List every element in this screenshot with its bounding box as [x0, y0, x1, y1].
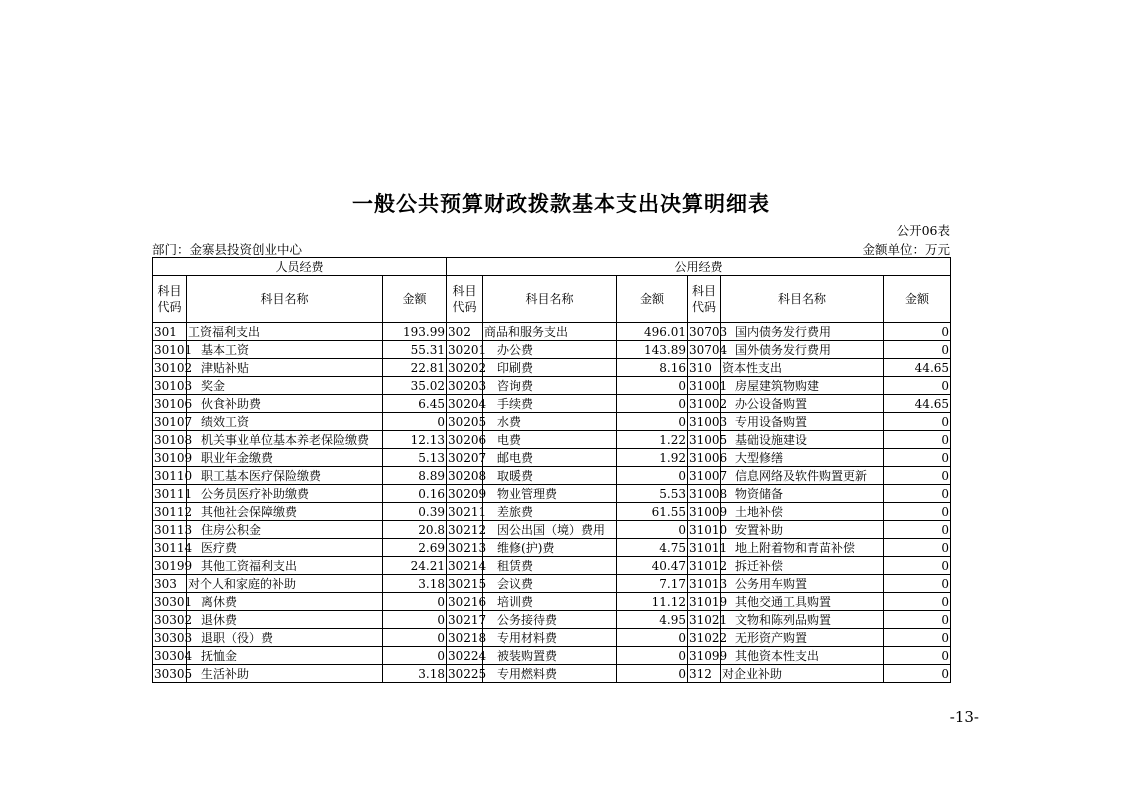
amount-column-header: 金额	[383, 276, 447, 323]
code-header-line1: 科目	[157, 284, 182, 298]
amount-cell: 0	[617, 629, 688, 647]
subject-name-cell: 培训费	[483, 593, 617, 611]
subject-code-cell: 31019	[689, 594, 728, 609]
subject-name-cell: 专用燃料费	[483, 665, 617, 683]
code-header-line2: 代码	[692, 300, 717, 314]
subject-code-cell: 303	[153, 575, 187, 593]
name-column-header: 科目名称	[187, 276, 383, 323]
amount-cell: 0	[884, 503, 951, 521]
subject-code-cell: 30305	[154, 666, 193, 681]
subject-code-cell: 30113	[154, 522, 193, 537]
amount-cell: 4.75	[617, 539, 688, 557]
subject-name-cell: 其他交通工具购置	[721, 593, 884, 611]
amount-cell: 5.53	[617, 485, 688, 503]
subject-code-cell: 30108	[154, 432, 193, 447]
amount-cell: 0	[884, 575, 951, 593]
table-row	[153, 413, 951, 431]
subject-code-cell: 30206	[448, 432, 487, 447]
subject-name-cell: 大型修缮	[721, 449, 884, 467]
amount-cell: 0	[884, 593, 951, 611]
table-row	[153, 485, 951, 503]
page-title: 一般公共预算财政拨款基本支出决算明细表	[352, 191, 770, 216]
public-expense-header: 公用经费	[447, 258, 951, 276]
amount-cell: 0	[617, 377, 688, 395]
amount-cell: 0	[383, 593, 447, 611]
amount-cell: 35.02	[383, 377, 447, 395]
amount-cell: 0	[884, 341, 951, 359]
amount-cell: 0	[617, 665, 688, 683]
subject-name-cell: 公务员医疗补助缴费	[187, 485, 383, 503]
subject-code-cell: 30111	[154, 486, 193, 501]
subject-code-cell: 31009	[689, 504, 728, 519]
subject-code-cell: 31005	[689, 432, 728, 447]
subject-code-cell: 31002	[689, 396, 728, 411]
subject-name-cell: 职业年金缴费	[187, 449, 383, 467]
subject-name-cell: 手续费	[483, 395, 617, 413]
amount-cell: 44.65	[884, 395, 951, 413]
amount-cell: 7.17	[617, 575, 688, 593]
code-header-line2: 代码	[157, 300, 182, 314]
amount-cell: 1.22	[617, 431, 688, 449]
amount-cell: 0	[617, 647, 688, 665]
subject-name-cell: 文物和陈列品购置	[721, 611, 884, 629]
subject-name-cell: 退休费	[187, 611, 383, 629]
amount-cell: 0	[383, 413, 447, 431]
subject-code-cell: 31013	[689, 576, 728, 591]
table-row	[153, 575, 951, 593]
personnel-expense-header: 人员经费	[153, 258, 447, 276]
amount-cell: 0	[617, 413, 688, 431]
page-number: -13-	[949, 708, 979, 726]
amount-cell: 0	[617, 467, 688, 485]
subject-name-cell: 商品和服务支出	[483, 323, 617, 341]
subject-code-cell: 30199	[154, 558, 193, 573]
table-row	[153, 557, 951, 575]
subject-code-cell: 31012	[689, 558, 728, 573]
table-number: 公开06表	[896, 223, 950, 238]
table-row	[153, 521, 951, 539]
amount-cell: 6.45	[383, 395, 447, 413]
amount-unit-label: 金额单位：万元	[862, 242, 950, 257]
subject-name-cell: 医疗费	[187, 539, 383, 557]
subject-code-cell: 30218	[448, 630, 487, 645]
code-column-header	[688, 276, 721, 323]
amount-cell: 143.89	[617, 341, 688, 359]
code-column-header	[153, 276, 187, 323]
table-row	[153, 665, 951, 683]
subject-code-cell: 30106	[154, 396, 193, 411]
subject-name-cell: 被装购置费	[483, 647, 617, 665]
table-row	[153, 467, 951, 485]
subject-name-cell: 津贴补贴	[187, 359, 383, 377]
table-row	[153, 359, 951, 377]
subject-code-cell: 30101	[154, 342, 193, 357]
header-group-row	[153, 258, 951, 276]
table-row	[153, 611, 951, 629]
subject-code-cell: 30302	[154, 612, 193, 627]
subject-code-cell: 31006	[689, 450, 728, 465]
table-row	[153, 323, 951, 341]
subject-name-cell: 因公出国（境）费用	[483, 521, 617, 539]
subject-name-cell: 信息网络及软件购置更新	[721, 467, 884, 485]
subject-code-cell: 30205	[448, 414, 487, 429]
subject-name-cell: 办公设备购置	[721, 395, 884, 413]
name-column-header: 科目名称	[483, 276, 617, 323]
subject-name-cell: 资本性支出	[721, 359, 884, 377]
subject-code-cell: 30301	[154, 594, 193, 609]
amount-cell: 0	[884, 485, 951, 503]
subject-name-cell: 绩效工资	[187, 413, 383, 431]
amount-cell: 2.69	[383, 539, 447, 557]
table-body	[153, 323, 951, 683]
amount-cell: 193.99	[383, 323, 447, 341]
amount-cell: 0	[884, 647, 951, 665]
subject-name-cell: 基本工资	[187, 341, 383, 359]
amount-cell: 40.47	[617, 557, 688, 575]
subject-name-cell: 其他工资福利支出	[187, 557, 383, 575]
amount-cell: 0	[884, 539, 951, 557]
amount-cell: 8.89	[383, 467, 447, 485]
subject-code-cell: 301	[153, 323, 187, 341]
subject-code-cell: 30102	[154, 360, 193, 375]
amount-cell: 61.55	[617, 503, 688, 521]
subject-name-cell: 取暖费	[483, 467, 617, 485]
subject-code-cell: 30112	[154, 504, 193, 519]
table-row	[153, 341, 951, 359]
subject-code-cell: 30703	[689, 324, 728, 339]
table-row	[153, 593, 951, 611]
table-row	[153, 647, 951, 665]
subject-code-cell: 30208	[448, 468, 487, 483]
amount-cell: 11.12	[617, 593, 688, 611]
name-column-header: 科目名称	[721, 276, 884, 323]
amount-cell: 22.81	[383, 359, 447, 377]
subject-name-cell: 伙食补助费	[187, 395, 383, 413]
subject-code-cell: 30203	[448, 378, 487, 393]
subject-name-cell: 物资储备	[721, 485, 884, 503]
subject-code-cell: 30201	[448, 342, 487, 357]
subject-code-cell: 30114	[154, 540, 193, 555]
amount-cell: 0	[884, 323, 951, 341]
subject-name-cell: 土地补偿	[721, 503, 884, 521]
subject-code-cell: 30103	[154, 378, 193, 393]
amount-cell: 0	[884, 611, 951, 629]
subject-code-cell: 30215	[448, 576, 487, 591]
subject-code-cell: 31011	[689, 540, 728, 555]
subject-code-cell: 30224	[448, 648, 487, 663]
amount-cell: 3.18	[383, 665, 447, 683]
subject-name-cell: 住房公积金	[187, 521, 383, 539]
amount-cell: 0	[884, 629, 951, 647]
subject-name-cell: 印刷费	[483, 359, 617, 377]
subject-name-cell: 水费	[483, 413, 617, 431]
amount-cell: 0	[884, 467, 951, 485]
subject-name-cell: 专用材料费	[483, 629, 617, 647]
amount-cell: 3.18	[383, 575, 447, 593]
subject-code-cell: 30212	[448, 522, 487, 537]
subject-code-cell: 31001	[689, 378, 728, 393]
subject-name-cell: 无形资产购置	[721, 629, 884, 647]
amount-cell: 0	[617, 521, 688, 539]
subject-name-cell: 地上附着物和青苗补偿	[721, 539, 884, 557]
subject-name-cell: 租赁费	[483, 557, 617, 575]
subject-code-cell: 30304	[154, 648, 193, 663]
subject-name-cell: 公务用车购置	[721, 575, 884, 593]
amount-cell: 0	[884, 431, 951, 449]
subject-name-cell: 职工基本医疗保险缴费	[187, 467, 383, 485]
subject-name-cell: 基础设施建设	[721, 431, 884, 449]
amount-cell: 12.13	[383, 431, 447, 449]
subject-name-cell: 抚恤金	[187, 647, 383, 665]
amount-cell: 0	[884, 449, 951, 467]
subject-code-cell: 310	[688, 359, 721, 377]
subject-code-cell: 30216	[448, 594, 487, 609]
subject-code-cell: 30217	[448, 612, 487, 627]
subject-name-cell: 机关事业单位基本养老保险缴费	[187, 431, 383, 449]
code-header-line2: 代码	[452, 300, 477, 314]
subject-name-cell: 房屋建筑物购建	[721, 377, 884, 395]
subject-code-cell: 31022	[689, 630, 728, 645]
amount-cell: 0	[884, 665, 951, 683]
amount-cell: 20.8	[383, 521, 447, 539]
subject-code-cell: 31099	[689, 648, 728, 663]
amount-cell: 0	[383, 629, 447, 647]
subject-code-cell: 31010	[689, 522, 728, 537]
table-row	[153, 629, 951, 647]
amount-cell: 0	[884, 557, 951, 575]
table-row	[153, 431, 951, 449]
amount-cell: 1.92	[617, 449, 688, 467]
subject-code-cell: 302	[447, 323, 483, 341]
header-column-row	[153, 276, 951, 323]
department-label: 部门：金寨县投资创业中心	[152, 242, 303, 257]
amount-cell: 0.39	[383, 503, 447, 521]
subject-name-cell: 电费	[483, 431, 617, 449]
amount-cell: 0	[884, 413, 951, 431]
subject-name-cell: 维修(护)费	[483, 539, 617, 557]
table-row	[153, 377, 951, 395]
subject-name-cell: 工资福利支出	[187, 323, 383, 341]
amount-cell: 24.21	[383, 557, 447, 575]
amount-cell: 8.16	[617, 359, 688, 377]
subject-code-cell: 30109	[154, 450, 193, 465]
subject-code-cell: 31008	[689, 486, 728, 501]
subject-code-cell: 30225	[448, 666, 487, 681]
subject-code-cell: 30214	[448, 558, 487, 573]
subject-code-cell: 312	[688, 665, 721, 683]
subject-name-cell: 物业管理费	[483, 485, 617, 503]
subject-name-cell: 拆迁补偿	[721, 557, 884, 575]
subject-code-cell: 30110	[154, 468, 193, 483]
subject-code-cell: 30211	[448, 504, 487, 519]
subject-name-cell: 对个人和家庭的补助	[187, 575, 383, 593]
amount-column-header: 金额	[617, 276, 688, 323]
subject-name-cell: 退职（役）费	[187, 629, 383, 647]
subject-name-cell: 其他资本性支出	[721, 647, 884, 665]
amount-cell: 44.65	[884, 359, 951, 377]
code-header-line1: 科目	[692, 284, 717, 298]
subject-code-cell: 30107	[154, 414, 193, 429]
amount-cell: 55.31	[383, 341, 447, 359]
subject-name-cell: 对企业补助	[721, 665, 884, 683]
amount-column-header: 金额	[884, 276, 951, 323]
table-row	[153, 449, 951, 467]
expenditure-detail-table	[152, 257, 951, 683]
amount-cell: 0	[383, 611, 447, 629]
amount-cell: 0.16	[383, 485, 447, 503]
subject-name-cell: 公务接待费	[483, 611, 617, 629]
subject-name-cell: 其他社会保障缴费	[187, 503, 383, 521]
subject-name-cell: 差旅费	[483, 503, 617, 521]
subject-name-cell: 离休费	[187, 593, 383, 611]
subject-name-cell: 生活补助	[187, 665, 383, 683]
subject-name-cell: 国内债务发行费用	[721, 323, 884, 341]
subject-name-cell: 国外债务发行费用	[721, 341, 884, 359]
subject-code-cell: 30213	[448, 540, 487, 555]
subject-name-cell: 办公费	[483, 341, 617, 359]
subject-code-cell: 30202	[448, 360, 487, 375]
subject-name-cell: 会议费	[483, 575, 617, 593]
subject-code-cell: 31007	[689, 468, 728, 483]
subject-code-cell: 30209	[448, 486, 487, 501]
subject-code-cell: 30204	[448, 396, 487, 411]
amount-cell: 5.13	[383, 449, 447, 467]
amount-cell: 0	[383, 647, 447, 665]
subject-name-cell: 安置补助	[721, 521, 884, 539]
code-header-line1: 科目	[452, 284, 477, 298]
subject-code-cell: 30207	[448, 450, 487, 465]
amount-cell: 496.01	[617, 323, 688, 341]
subject-name-cell: 奖金	[187, 377, 383, 395]
amount-cell: 4.95	[617, 611, 688, 629]
code-column-header	[447, 276, 483, 323]
subject-code-cell: 30704	[689, 342, 728, 357]
subject-name-cell: 邮电费	[483, 449, 617, 467]
subject-code-cell: 30303	[154, 630, 193, 645]
table-row	[153, 503, 951, 521]
table-row	[153, 539, 951, 557]
amount-cell: 0	[884, 377, 951, 395]
table-row	[153, 395, 951, 413]
subject-name-cell: 专用设备购置	[721, 413, 884, 431]
subject-code-cell: 31003	[689, 414, 728, 429]
amount-cell: 0	[884, 521, 951, 539]
subject-name-cell: 咨询费	[483, 377, 617, 395]
amount-cell: 0	[617, 395, 688, 413]
subject-code-cell: 31021	[689, 612, 728, 627]
